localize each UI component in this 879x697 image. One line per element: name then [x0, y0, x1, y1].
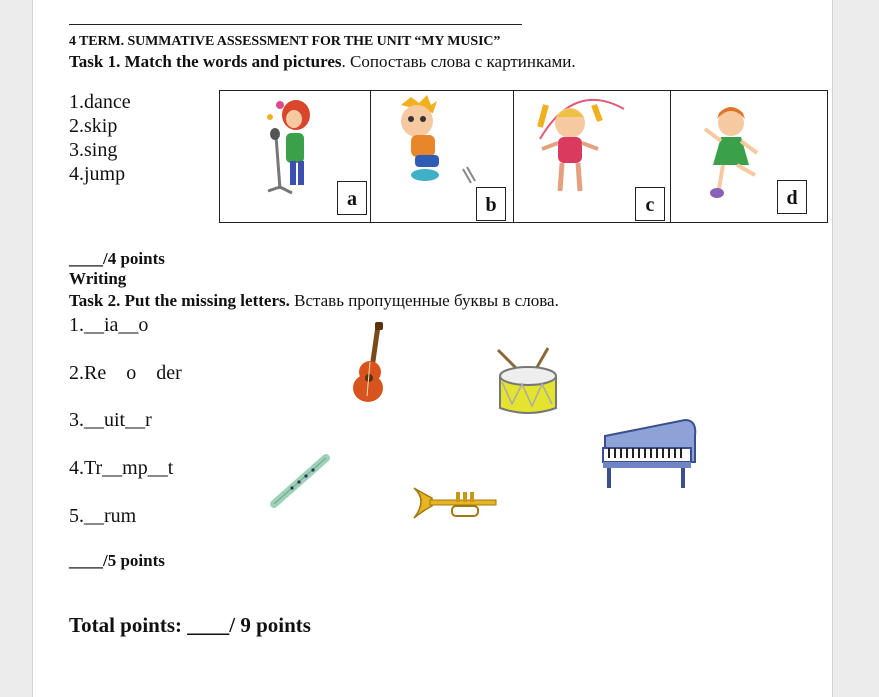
picture-cell-d [671, 91, 827, 222]
task1-heading [69, 52, 576, 72]
guitar-icon [348, 322, 396, 406]
task1-instruction: . Сопоставь слова с картинками. [341, 52, 576, 71]
task1-title: Task 1. Match the words and pictures [69, 52, 342, 71]
word-item: 2.skip [69, 115, 118, 137]
picture-cell-c [514, 91, 671, 222]
answer-box-c: c [635, 187, 665, 221]
trumpet-icon [406, 480, 502, 530]
word-item: 4.jump [69, 163, 126, 185]
word-item: 3.sing [69, 139, 118, 161]
worksheet-title: 4 TERM. SUMMATIVE ASSESSMENT FOR THE UNIT “MY MUSIC” [69, 34, 501, 49]
answer-box-d: d [777, 180, 807, 214]
missing-letters-item: 2.Re o der [69, 362, 182, 384]
task1-word-list [69, 90, 131, 186]
task2-heading [69, 291, 559, 311]
name-line [69, 24, 522, 25]
writing-label: Writing [69, 269, 127, 288]
answer-box-b: b [476, 187, 506, 221]
piano-icon [599, 414, 701, 494]
word-item: 1.dance [69, 91, 131, 113]
task2-title: Task 2. Put the missing letters. [69, 291, 290, 310]
picture-cell-b [371, 91, 514, 222]
missing-letters-item: 1.__ia__o [69, 314, 149, 336]
drum-icon [494, 346, 564, 418]
task1-picture-table [219, 90, 828, 223]
answer-box-a: a [337, 181, 367, 215]
recorder-icon [266, 450, 334, 512]
missing-letters-item: 3.__uit__r [69, 409, 152, 431]
task2-instruction: Вставь пропущенные буквы в слова. [289, 291, 559, 310]
total-points: Total points: ____/ 9 points [69, 613, 311, 637]
picture-cell-a [220, 91, 371, 222]
task1-points: ____/4 points [69, 249, 165, 268]
task2-points: ____/5 points [69, 551, 165, 570]
missing-letters-item: 5.__rum [69, 505, 137, 527]
missing-letters-item: 4.Tr__mp__t [69, 457, 174, 479]
